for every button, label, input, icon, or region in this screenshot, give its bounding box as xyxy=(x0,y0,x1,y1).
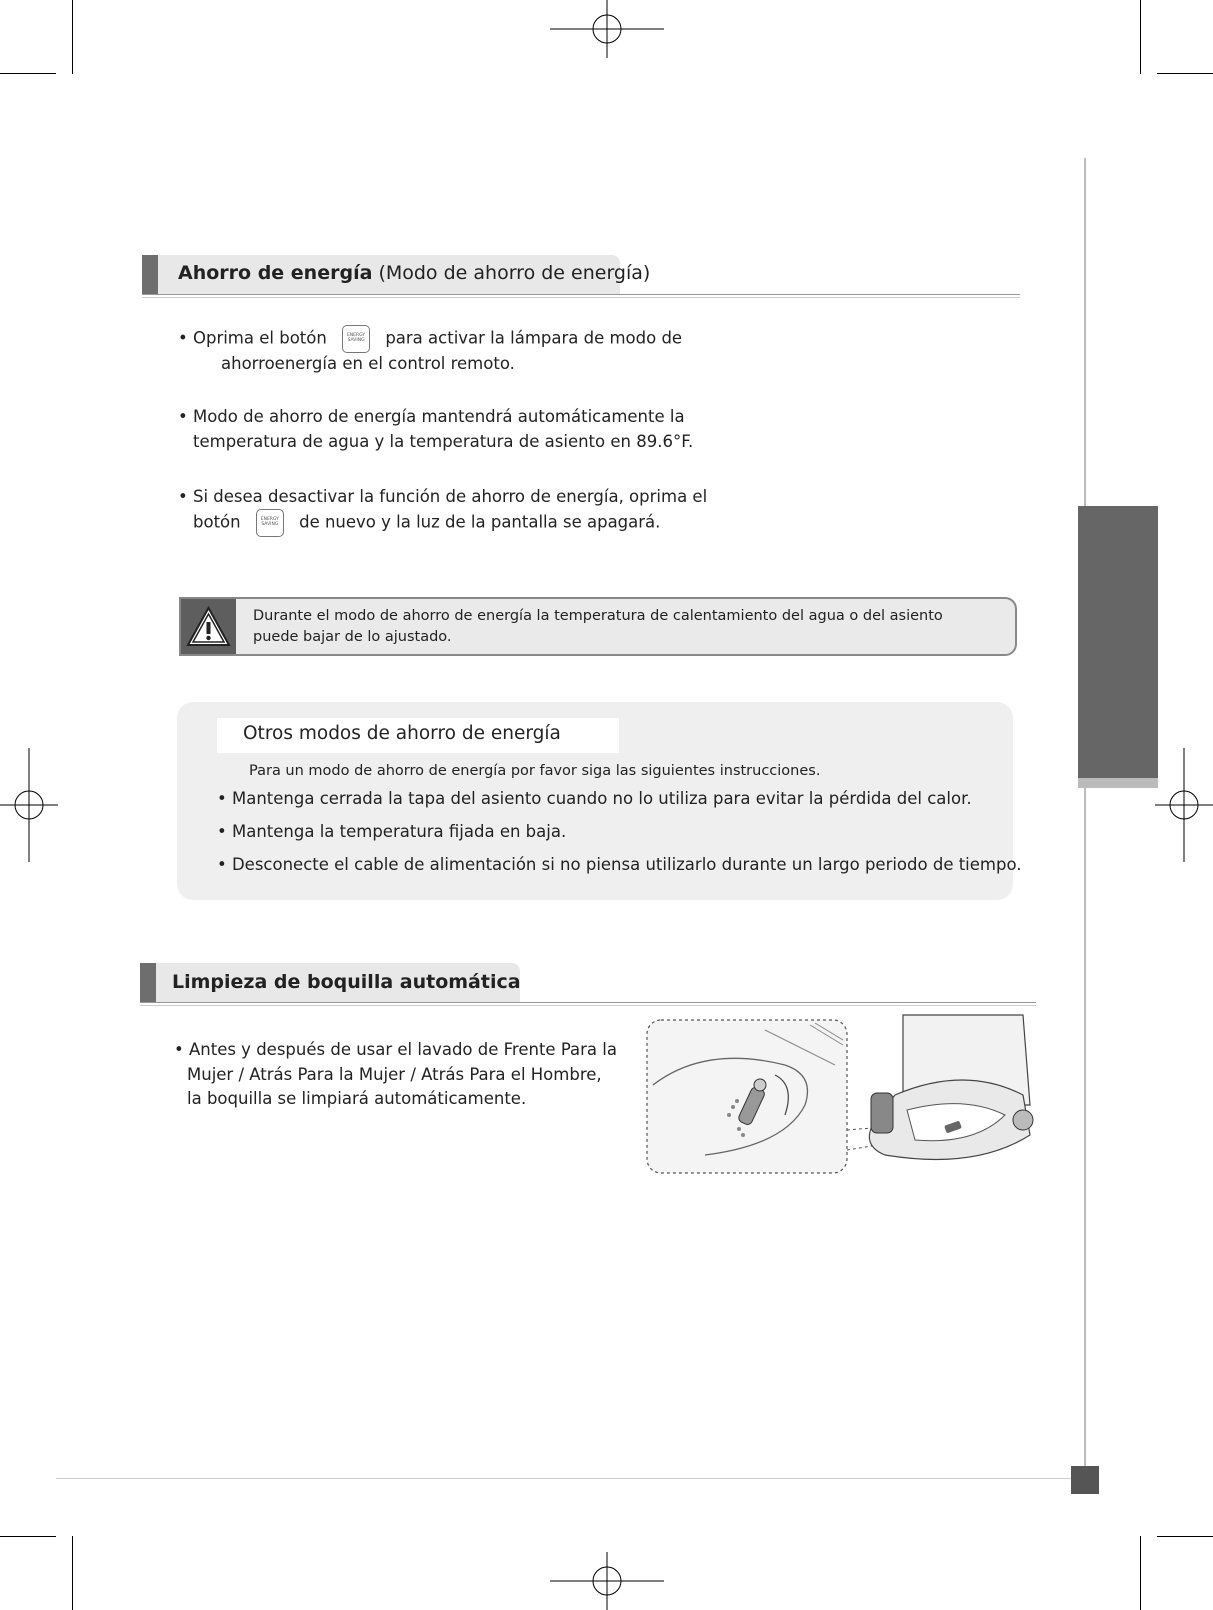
section-header-nozzle-cleaning xyxy=(140,963,520,1002)
other-modes-intro: Para un modo de ahorro de energía por favor siga las siguientes instrucciones. xyxy=(249,763,821,779)
warning-icon xyxy=(181,599,236,654)
toilet-seat-nozzle-illustration xyxy=(645,1005,1035,1175)
section-rule xyxy=(142,294,1020,295)
other-modes-item: • Mantenga cerrada la tapa del asiento cuando no lo utiliza para evitar la pérdida del calor. xyxy=(217,789,972,808)
registration-mark-bottom xyxy=(550,1552,664,1610)
chapter-tab xyxy=(1078,506,1158,778)
registration-mark-left xyxy=(0,748,58,862)
bullet-deactivate-line2: botón ENERGY SAVING de nuevo y la luz de la pantalla se apagará. xyxy=(193,509,660,537)
registration-mark-top xyxy=(550,0,664,58)
section-title: Limpieza de boquilla automática xyxy=(172,971,521,993)
warning-note xyxy=(179,597,1017,656)
other-modes-title-box xyxy=(217,718,619,753)
bullet-press-button: • Oprima el botón ENERGY SAVING para activar la lámpara de modo de xyxy=(178,325,682,353)
warning-text-line2: puede bajar de lo ajustado. xyxy=(253,629,452,645)
section-header-energy-saving xyxy=(142,255,651,294)
section-title: Ahorro de energía (Modo de ahorro de energía) xyxy=(178,262,651,284)
nozzle-text-line2: Mujer / Atrás Para la Mujer / Atrás Para el Hombre, xyxy=(187,1065,602,1084)
other-modes-item: • Mantenga la temperatura fijada en baja. xyxy=(217,822,567,841)
bullet-mode-temperature-line2: temperatura de agua y la temperatura de asiento en 89.6°F. xyxy=(193,432,694,451)
energy-saving-button-icon: ENERGY SAVING xyxy=(342,325,370,353)
warning-text-line1: Durante el modo de ahorro de energía la temperatura de calentamiento del agua o del asiento xyxy=(253,608,943,624)
bullet-mode-temperature: • Modo de ahorro de energía mantendrá automáticamente la xyxy=(178,407,685,426)
chapter-tab-shadow xyxy=(1078,778,1158,788)
nozzle-text-line3: la boquilla se limpiará automáticamente. xyxy=(187,1089,527,1108)
other-modes-title: Otros modos de ahorro de energía xyxy=(243,723,561,744)
margin-line xyxy=(1084,158,1086,1480)
bullet-deactivate: • Si desea desactivar la función de ahorro de energía, oprima el xyxy=(178,487,708,506)
bullet-press-button-line2: ahorroenergía en el control remoto. xyxy=(221,354,515,373)
nozzle-text-line1: • Antes y después de usar el lavado de Frente Para la xyxy=(174,1040,617,1059)
page-number-marker xyxy=(1071,1466,1099,1494)
section-rule xyxy=(140,1002,1036,1003)
other-energy-modes-box xyxy=(177,702,1022,900)
other-modes-item: • Desconecte el cable de alimentación si no piensa utilizarlo durante un largo periodo de tiempo. xyxy=(217,855,1022,874)
energy-saving-button-icon: ENERGY SAVING xyxy=(256,509,284,537)
footer-line xyxy=(56,1478,1086,1479)
section-rule-thin xyxy=(142,297,1020,298)
registration-mark-right xyxy=(1155,748,1213,862)
